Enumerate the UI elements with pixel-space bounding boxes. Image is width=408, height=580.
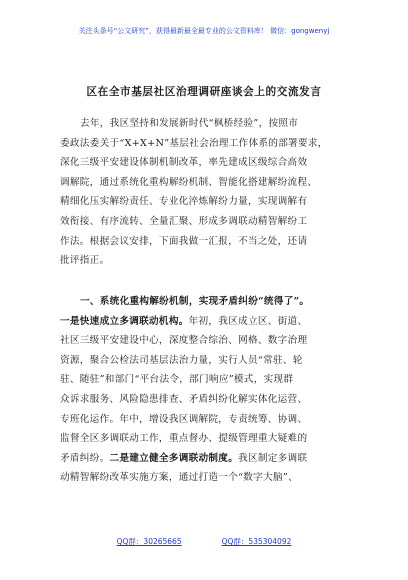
text-line: 效衔接、有序流转、全量汇聚、形成多调联动精智解纷工 <box>60 215 308 227</box>
text-line: 社区三级平安建设中心，深度整合综治、网格、数字治理 <box>60 335 308 347</box>
text-line: 众诉求服务、风险隐患排查、矛盾纠纷化解实体化运营、 <box>60 393 308 405</box>
text-line <box>60 449 352 469</box>
document-title: 区在全市基层社区治理调研座谈会上的交流发言 <box>86 86 322 98</box>
paragraph-intro <box>60 114 352 271</box>
text-line: 监督全区多调联动工作，重点督办、提级管理重大疑难的 <box>60 433 308 445</box>
text-line: 精细化压实解纷责任、专业化淬炼解纷力量，实现调解有 <box>60 196 308 208</box>
qq-group-2: QQ群：535304092 <box>221 537 292 546</box>
section-heading: 一、系统化重构解纷机制，实现矛盾纠纷“统得了”。 <box>80 296 310 307</box>
text-line: 深化三级平安建设体制机制改革，率先建成区级综合高效 <box>60 157 308 169</box>
text-span: 矛盾纠纷。 <box>60 452 110 464</box>
text-line: 委政法委关于“X+X+N”基层社会治理工作体系的部署要求， <box>60 137 328 149</box>
text-line: 动精智解纷改革实施方案，通过打造一个“数字大脑”、 <box>60 472 298 484</box>
text-line: 调解院，通过系统化重构解纷机制、智能化搭建解纷流程、 <box>60 176 318 188</box>
text-line <box>60 312 352 332</box>
text-line: 去年，我区坚持和发展新时代“枫桥经验”，按照市 <box>80 118 299 129</box>
text-line: 资源，聚合公检法司基层法治力量，实行人员“常驻、轮 <box>60 354 303 366</box>
text-span: 年初，我区成立区、街道、 <box>188 315 308 327</box>
paragraph-section-one <box>60 292 352 488</box>
page-header: 关注头条号“公文研究”，获得最新最全最专业的公文资料库！ 微信：gongwenyj <box>78 27 330 35</box>
qq-group-1: QQ群：30265665 <box>116 537 182 546</box>
text-line: 驻、随驻”和部门“平台法令，部门响应”模式，实现群 <box>60 374 294 386</box>
page-footer <box>0 536 408 547</box>
text-line: 专班化运作。年中，增设我区调解院，专责统筹、协调、 <box>60 413 308 425</box>
text-line: 作法。根据会议安排，下面我做一汇报，不当之处，还请 <box>60 235 308 247</box>
subheading: 一是快速成立多调联动机构。 <box>60 315 189 327</box>
subheading: 二是建立健全多调联动制度。 <box>109 452 239 464</box>
text-line: 批评指正。 <box>60 255 110 267</box>
text-span: 我区制定多调联 <box>238 452 308 464</box>
